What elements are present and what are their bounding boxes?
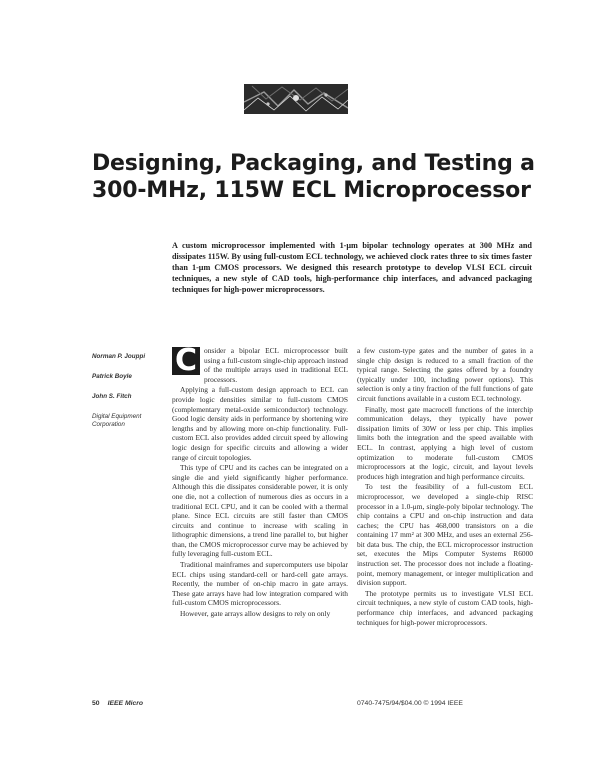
author-name: Patrick Boyle xyxy=(92,373,132,380)
header-graphic xyxy=(244,84,348,114)
author-affiliation: Digital Equipment Corporation xyxy=(92,413,142,428)
body-column-left xyxy=(172,343,348,620)
author-name: John S. Fitch xyxy=(92,393,132,400)
title-line-2: 300-MHz, 115W ECL Microprocessor xyxy=(92,178,531,203)
author-name: Norman P. Jouppi xyxy=(92,353,146,360)
body-paragraph: The prototype permits us to investigate VLSI ECL circuit techniques, a new style of custom CAD tools, high-performance chip interfaces, and advanced packaging techniques for high-power microprocessors. xyxy=(357,588,533,627)
copyright-code: 0740-7475/94/$04.00 © 1994 IEEE xyxy=(357,700,463,707)
title-line-1: Designing, Packaging, and Testing a xyxy=(92,151,535,176)
paragraph-text: onsider a bipolar ECL microprocessor built using a full-custom single-chip approach instead of the multiple arrays used in traditional ECL processors. xyxy=(204,346,348,384)
page-number: 50 xyxy=(92,700,100,707)
body-paragraph: This type of CPU and its caches can be integrated on a single die and yield significantly higher performance. Although this die dissipates considerable power, it is only one die, not a collection of numerous dies as occurs in a traditional ECL CPU, and it can be cooled with a thermal plane. Since ECL circuits are still faster than CMOS circuits and continue to increase with scaling in lithographic dimensions, a trend line parallel to, but higher than, the CMOS microprocessor curve may be achieved by fully leveraging full-custom ECL. xyxy=(172,463,348,559)
body-paragraph: However, gate arrays allow designs to rely on only xyxy=(180,609,331,619)
body-paragraph: To test the feasibility of a full-custom ECL microprocessor, we developed a single-chip RISC processor in a 1.0-μm, single-poly bipolar technology. The chip contains a CPU and on-chip instruction and data caches; the CPU has 468,000 transistors on a die containing 17 mm² at 300 MHz, and uses an external 256-bit data bus. The chip, the ECL microprocessor instruction set, executes the Mips Computer Systems R6000 instruction set. The processor does not include a floating-point, memory management, or integer multiplication and division support. xyxy=(357,482,533,588)
body-paragraph xyxy=(172,343,348,384)
article-title xyxy=(92,150,535,204)
drop-cap: C xyxy=(172,347,200,375)
body-paragraph: Applying a full-custom design approach to ECL can provide logic densities similar to full-custom CMOS (complementary metal-oxide semiconductor) technology. Good logic density aids in performance by shortening wire lengths and by allowing more on-chip functionality. Full-custom ECL also provides added circuit speed by allowing logic design for specific circuits and allowing a wider range of circuit topologies. xyxy=(172,385,348,462)
body-paragraph: Traditional mainframes and supercomputers use bipolar ECL chips using standard-cell or hard-cell gate arrays. Recently, the number of on-chip macro in gate arrays. These gate arrays have had low integration compared with full-custom CMOS microprocessors. xyxy=(172,560,348,608)
article-abstract: A custom microprocessor implemented with 1-μm bipolar technology operates at 300 MHz and dissipates 115W. By using full-custom ECL technology, we achieved clock rates three to six times faster than 1-μm CMOS processors. We designed this research prototype to develop VLSI ECL circuit techniques, a new style of CAD tools, high-performance chip interfaces, and advanced packaging techniques for high-power microprocessors. xyxy=(172,241,532,294)
author-list xyxy=(92,353,164,429)
body-paragraph: Finally, most gate macrocell functions of the interchip communication delays, they typically have power dissipation limits of 30W or less per chip. This implies limits both the integration and the speed available with ECL. In contrast, applying a high level of custom optimization to moderate full-custom CMOS microprocessors at the logic, circuit, and layout levels produces high integration and high performance circuits. xyxy=(357,404,533,481)
header-graphic-pattern xyxy=(244,84,348,114)
body-column-right xyxy=(357,346,533,628)
page-footer xyxy=(92,700,143,707)
body-paragraph: a few custom-type gates and the number of gates in a single chip design is reduced to a small fraction of the typical range. Selecting the gates offered by a foundry (typically under 100, including power options). This selection is only a tiny fraction of the full functions of gate circuit functions available in a custom ECL technology. xyxy=(357,346,533,403)
magazine-name: IEEE Micro xyxy=(107,700,144,707)
